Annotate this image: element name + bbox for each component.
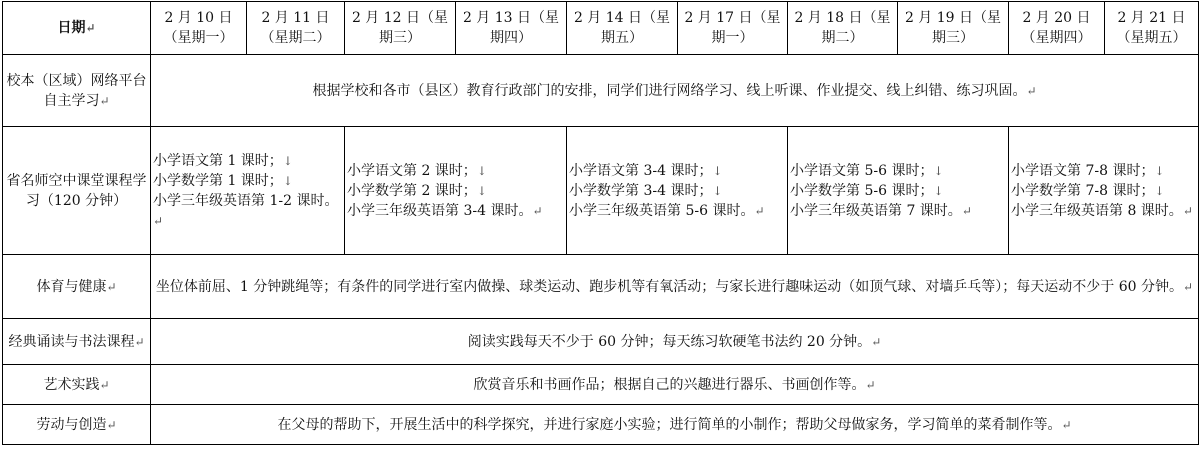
header-row bbox=[3, 2, 1199, 55]
reading-content: 阅读实践每天不少于 60 分钟；每天练习软硬笔书法约 20 分钟。↵ bbox=[151, 319, 1199, 365]
date-cell: 2 月 19 日（星期三） bbox=[898, 2, 1009, 55]
date-cell: 2 月 14 日（星期五） bbox=[567, 2, 678, 55]
platform-content: 根据学校和各市（县区）教育行政部门的安排，同学们进行网络学习、线上听课、作业提交、线上纠错、练习巩固。↵ bbox=[151, 55, 1199, 127]
art-content: 欣赏音乐和书画作品；根据自己的兴趣进行器乐、书画创作等。↵ bbox=[151, 365, 1199, 405]
pe-content: 坐位体前屈、1 分钟跳绳等；有条件的同学进行室内做操、球类运动、跑步机等有氧活动；与家长进行趣味运动（如顶气球、对墙乒乓等）；每天运动不少于 60 分钟。↵ bbox=[151, 255, 1199, 319]
air-class-row bbox=[3, 127, 1199, 255]
lesson-cell-week2: 小学语文第 2 课时；↓ 小学数学第 2 课时；↓ 小学三年级英语第 3-4 课时。↵ bbox=[345, 127, 567, 255]
row-label-labor: 劳动与创造↵ bbox=[3, 405, 151, 445]
platform-row bbox=[3, 55, 1199, 127]
pe-row bbox=[3, 255, 1199, 319]
row-label-reading: 经典诵读与书法课程↵ bbox=[3, 319, 151, 365]
date-cell: 2 月 18 日（星期二） bbox=[788, 2, 898, 55]
lesson-cell-week4: 小学语文第 5-6 课时；↓ 小学数学第 5-6 课时；↓ 小学三年级英语第 7 课时。↵ bbox=[788, 127, 1009, 255]
date-header-label: 日期↵ bbox=[3, 2, 151, 55]
labor-content: 在父母的帮助下，开展生活中的科学探究，并进行家庭小实验；进行简单的小制作；帮助父母做家务，学习简单的菜肴制作等。↵ bbox=[151, 405, 1199, 445]
lesson-cell-week3: 小学语文第 3-4 课时；↓ 小学数学第 3-4 课时；↓ 小学三年级英语第 5-6 课时。↵ bbox=[567, 127, 788, 255]
row-label-air-class: 省名师空中课堂课程学习（120 分钟） bbox=[3, 127, 151, 255]
lesson-cell-week5: 小学语文第 7-8 课时；↓ 小学数学第 7-8 课时；↓ 小学三年级英语第 8 课时。↵ bbox=[1009, 127, 1199, 255]
lesson-cell-week1: 小学语文第 1 课时；↓ 小学数学第 1 课时；↓ 小学三年级英语第 1-2 课时。↵ bbox=[151, 127, 345, 255]
row-label-art: 艺术实践↵ bbox=[3, 365, 151, 405]
row-label-platform: 校本（区域）网络平台自主学习↵ bbox=[3, 55, 151, 127]
date-cell: 2 月 21 日（星期五） bbox=[1105, 2, 1199, 55]
art-row bbox=[3, 365, 1199, 405]
date-cell: 2 月 17 日（星期一） bbox=[678, 2, 788, 55]
labor-row bbox=[3, 405, 1199, 445]
date-cell: 2 月 12 日（星期三） bbox=[345, 2, 456, 55]
row-label-pe: 体育与健康↵ bbox=[3, 255, 151, 319]
reading-row bbox=[3, 319, 1199, 365]
date-cell: 2 月 11 日（星期二） bbox=[247, 2, 345, 55]
schedule-table bbox=[2, 1, 1199, 445]
date-cell: 2 月 10 日（星期一） bbox=[151, 2, 247, 55]
date-cell: 2 月 20 日（星期四） bbox=[1009, 2, 1105, 55]
date-cell: 2 月 13 日（星期四） bbox=[456, 2, 567, 55]
